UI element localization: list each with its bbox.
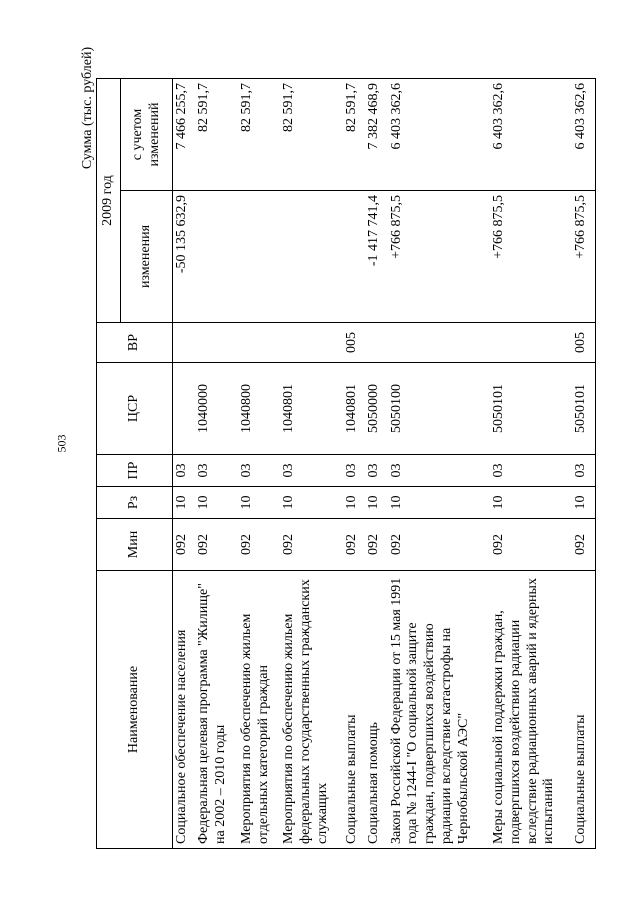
row-change: +766 875,5	[388, 191, 490, 323]
row-vr: 005	[572, 323, 595, 363]
header-row-1	[97, 79, 121, 849]
row-name: Социальное обеспечение населения	[173, 571, 196, 849]
row-change	[238, 191, 280, 323]
table-row	[280, 79, 342, 849]
row-total: 6 403 362,6	[388, 79, 490, 191]
table-row	[238, 79, 280, 849]
header-rz: Рз	[97, 487, 173, 519]
row-change: -50 135 632,9	[173, 191, 196, 323]
row-min: 092	[388, 519, 490, 571]
row-total: 82 591,7	[343, 79, 365, 191]
row-csr: 5050101	[490, 363, 572, 455]
row-total: 7 382 468,9	[365, 79, 387, 191]
row-total: 7 466 255,7	[173, 79, 196, 191]
table-row	[572, 79, 595, 849]
header-min: Мин	[97, 519, 173, 571]
row-pr: 03	[388, 455, 490, 487]
row-rz: 10	[173, 487, 196, 519]
row-csr: 1040000	[195, 363, 237, 455]
row-change: -1 417 741,4	[365, 191, 387, 323]
row-pr: 03	[365, 455, 387, 487]
header-pr: ПР	[97, 455, 173, 487]
row-rz: 10	[490, 487, 572, 519]
row-name: Федеральная целевая программа "Жилище" на 2002 – 2010 годы	[195, 571, 237, 849]
row-rz: 10	[365, 487, 387, 519]
row-min: 092	[365, 519, 387, 571]
row-vr	[365, 323, 387, 363]
row-pr: 03	[343, 455, 365, 487]
table-row	[173, 79, 196, 849]
header-csr: ЦСР	[97, 363, 173, 455]
row-csr: 1040801	[343, 363, 365, 455]
header-year: 2009 год	[97, 79, 121, 323]
row-name: Меры социальной поддержки граждан, подвергшихся воздействию радиации вследствие радиационных аварий и ядерных испытаний	[490, 571, 572, 849]
header-vr: ВР	[97, 323, 173, 363]
row-rz: 10	[388, 487, 490, 519]
row-pr: 03	[238, 455, 280, 487]
table-body	[173, 79, 596, 849]
row-csr: 1040801	[280, 363, 342, 455]
table-row	[343, 79, 365, 849]
row-name: Мероприятия по обеспечению жильем отдельных категорий граждан	[238, 571, 280, 849]
row-rz: 10	[238, 487, 280, 519]
row-min: 092	[280, 519, 342, 571]
row-min: 092	[572, 519, 595, 571]
row-vr: 005	[343, 323, 365, 363]
row-min: 092	[238, 519, 280, 571]
row-min: 092	[195, 519, 237, 571]
row-name: Социальная помощь	[365, 571, 387, 849]
row-vr	[280, 323, 342, 363]
row-pr: 03	[280, 455, 342, 487]
row-rz: 10	[343, 487, 365, 519]
row-vr	[195, 323, 237, 363]
row-total: 6 403 362,6	[572, 79, 595, 191]
row-change	[280, 191, 342, 323]
page-number: 503	[54, 434, 69, 453]
row-pr: 03	[572, 455, 595, 487]
row-rz: 10	[572, 487, 595, 519]
row-csr: 5050101	[572, 363, 595, 455]
row-name: Социальные выплаты	[572, 571, 595, 849]
row-csr: 5050100	[388, 363, 490, 455]
row-change: +766 875,5	[572, 191, 595, 323]
row-change: +766 875,5	[490, 191, 572, 323]
row-pr: 03	[195, 455, 237, 487]
row-csr: 5050000	[365, 363, 387, 455]
row-total: 82 591,7	[195, 79, 237, 191]
row-pr: 03	[490, 455, 572, 487]
row-total: 6 403 362,6	[490, 79, 572, 191]
row-csr	[173, 363, 196, 455]
row-rz: 10	[280, 487, 342, 519]
row-change	[195, 191, 237, 323]
header-with-changes: с учетом изменений	[121, 79, 173, 191]
row-rz: 10	[195, 487, 237, 519]
row-min: 092	[490, 519, 572, 571]
row-name: Социальные выплаты	[343, 571, 365, 849]
row-total: 82 591,7	[238, 79, 280, 191]
header-changes: изменения	[121, 191, 173, 323]
row-vr	[238, 323, 280, 363]
row-name: Мероприятия по обеспечению жильем федеральных государственных гражданских служащих	[280, 571, 342, 849]
row-total: 82 591,7	[280, 79, 342, 191]
table-row	[388, 79, 490, 849]
row-csr: 1040800	[238, 363, 280, 455]
row-vr	[173, 323, 196, 363]
units-caption: Сумма (тыс. рублей)	[80, 46, 95, 170]
row-min: 092	[173, 519, 196, 571]
row-vr	[490, 323, 572, 363]
row-min: 092	[343, 519, 365, 571]
header-name: Наименование	[97, 571, 173, 849]
row-pr: 03	[173, 455, 196, 487]
table-row	[365, 79, 387, 849]
row-change	[343, 191, 365, 323]
table-row	[490, 79, 572, 849]
row-vr	[388, 323, 490, 363]
table-row	[195, 79, 237, 849]
budget-table	[96, 78, 596, 849]
rotated-table-wrapper	[96, 79, 596, 849]
row-name: Закон Российской Федерации от 15 мая 1991 года № 1244-I "О социальной защите граждан, подвергшихся воздействию радиации вследствие катастрофы на Чернобыльской АЭС"	[388, 571, 490, 849]
